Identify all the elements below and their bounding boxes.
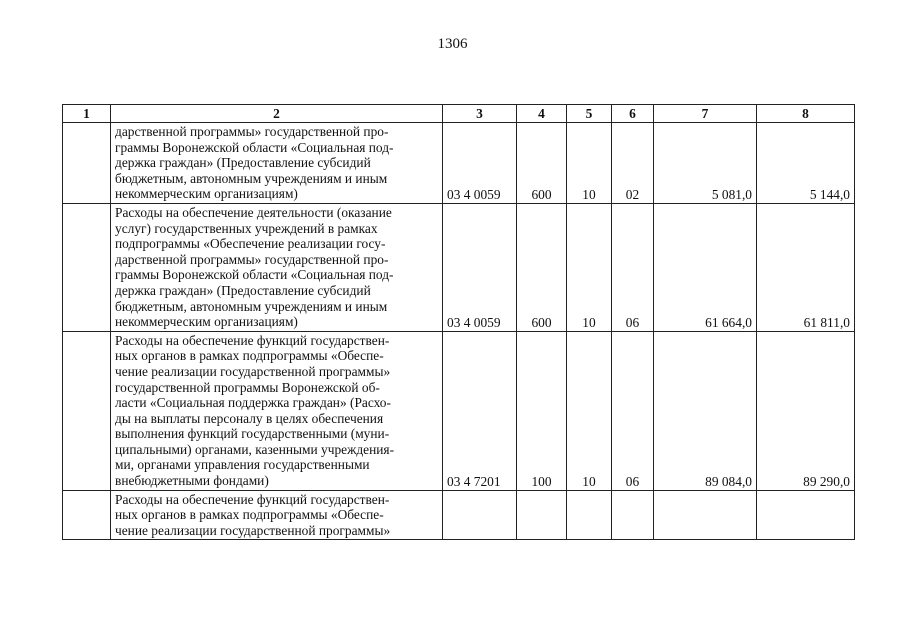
subsection-cell: 06 (612, 203, 654, 331)
row-number-cell (63, 123, 111, 204)
description-line: граммы Воронежской области «Социальная под- (115, 139, 394, 155)
column-header: 8 (757, 105, 855, 123)
table-row (63, 203, 855, 331)
table-header-row (63, 105, 855, 123)
description-line: дарственной программы» государственной про- (115, 251, 389, 267)
description-line: ми, органами управления государственными (115, 457, 370, 473)
amount-col7-cell (654, 490, 757, 540)
description-line: услуг) государственных учреждений в рамках (115, 220, 378, 236)
amount-col7-cell: 89 084,0 (654, 331, 757, 490)
description-line: Расходы на обеспечение деятельности (оказание (115, 204, 392, 220)
description-line: ласти «Социальная поддержка граждан» (Расхо- (115, 395, 391, 411)
budget-table (62, 104, 855, 540)
target-code-cell: 03 4 0059 (443, 203, 517, 331)
description-line: ды на выплаты персоналу в целях обеспечения (115, 410, 384, 426)
description-line: ципальными) органами, казенными учреждения- (115, 441, 395, 457)
description-line: бюджетным, автономным учреждениям и иным (115, 298, 388, 314)
section-cell: 10 (567, 123, 612, 204)
description-cell (111, 203, 443, 331)
column-header: 4 (517, 105, 567, 123)
row-number-cell (63, 331, 111, 490)
expense-type-cell (517, 490, 567, 540)
description-line: дарственной программы» государственной про- (115, 124, 389, 139)
column-header: 2 (111, 105, 443, 123)
description-cell (111, 123, 443, 204)
description-cell (111, 331, 443, 490)
amount-col8-cell: 61 811,0 (757, 203, 855, 331)
amount-col7-cell: 5 081,0 (654, 123, 757, 204)
amount-col7-cell: 61 664,0 (654, 203, 757, 331)
column-header: 3 (443, 105, 517, 123)
description-line: ных органов в рамках подпрограммы «Обеспе- (115, 348, 384, 364)
description-line: государственной программы Воронежской об- (115, 379, 380, 395)
description-line: Расходы на обеспечение функций государствен- (115, 332, 390, 348)
column-header: 1 (63, 105, 111, 123)
expense-type-cell: 600 (517, 123, 567, 204)
page-number: 1306 (437, 36, 468, 52)
description-line: держка граждан» (Предоставление субсидий (115, 155, 371, 171)
description-line: некоммерческим организациям) (115, 314, 298, 330)
table-row (63, 331, 855, 490)
target-code-cell: 03 4 0059 (443, 123, 517, 204)
description-line: ных органов в рамках подпрограммы «Обеспе- (115, 507, 384, 523)
description-line: внебюджетными фондами) (115, 473, 269, 489)
column-header: 6 (612, 105, 654, 123)
subsection-cell: 06 (612, 331, 654, 490)
subsection-cell (612, 490, 654, 540)
row-number-cell (63, 490, 111, 540)
row-number-cell (63, 203, 111, 331)
description-line: держка граждан» (Предоставление субсидий (115, 282, 371, 298)
section-cell: 10 (567, 331, 612, 490)
description-line: граммы Воронежской области «Социальная под- (115, 267, 394, 283)
table-body (63, 105, 855, 540)
target-code-cell: 03 4 7201 (443, 331, 517, 490)
description-line: чение реализации государственной программы» (115, 363, 391, 379)
target-code-cell (443, 490, 517, 540)
table-row (63, 490, 855, 540)
section-cell (567, 490, 612, 540)
subsection-cell: 02 (612, 123, 654, 204)
description-line: Расходы на обеспечение функций государствен- (115, 491, 390, 507)
amount-col8-cell: 5 144,0 (757, 123, 855, 204)
column-header: 7 (654, 105, 757, 123)
column-header: 5 (567, 105, 612, 123)
section-cell: 10 (567, 203, 612, 331)
table-row (63, 123, 855, 204)
description-line: чение реализации государственной программы» (115, 522, 391, 538)
amount-col8-cell (757, 490, 855, 540)
description-line: подпрограммы «Обеспечение реализации госу- (115, 236, 386, 252)
expense-type-cell: 600 (517, 203, 567, 331)
amount-col8-cell: 89 290,0 (757, 331, 855, 490)
description-line: выполнения функций государственными (муни- (115, 426, 390, 442)
expense-type-cell: 100 (517, 331, 567, 490)
description-line: бюджетным, автономным учреждениям и иным (115, 170, 388, 186)
description-line: некоммерческим организациям) (115, 186, 298, 202)
description-cell (111, 490, 443, 540)
